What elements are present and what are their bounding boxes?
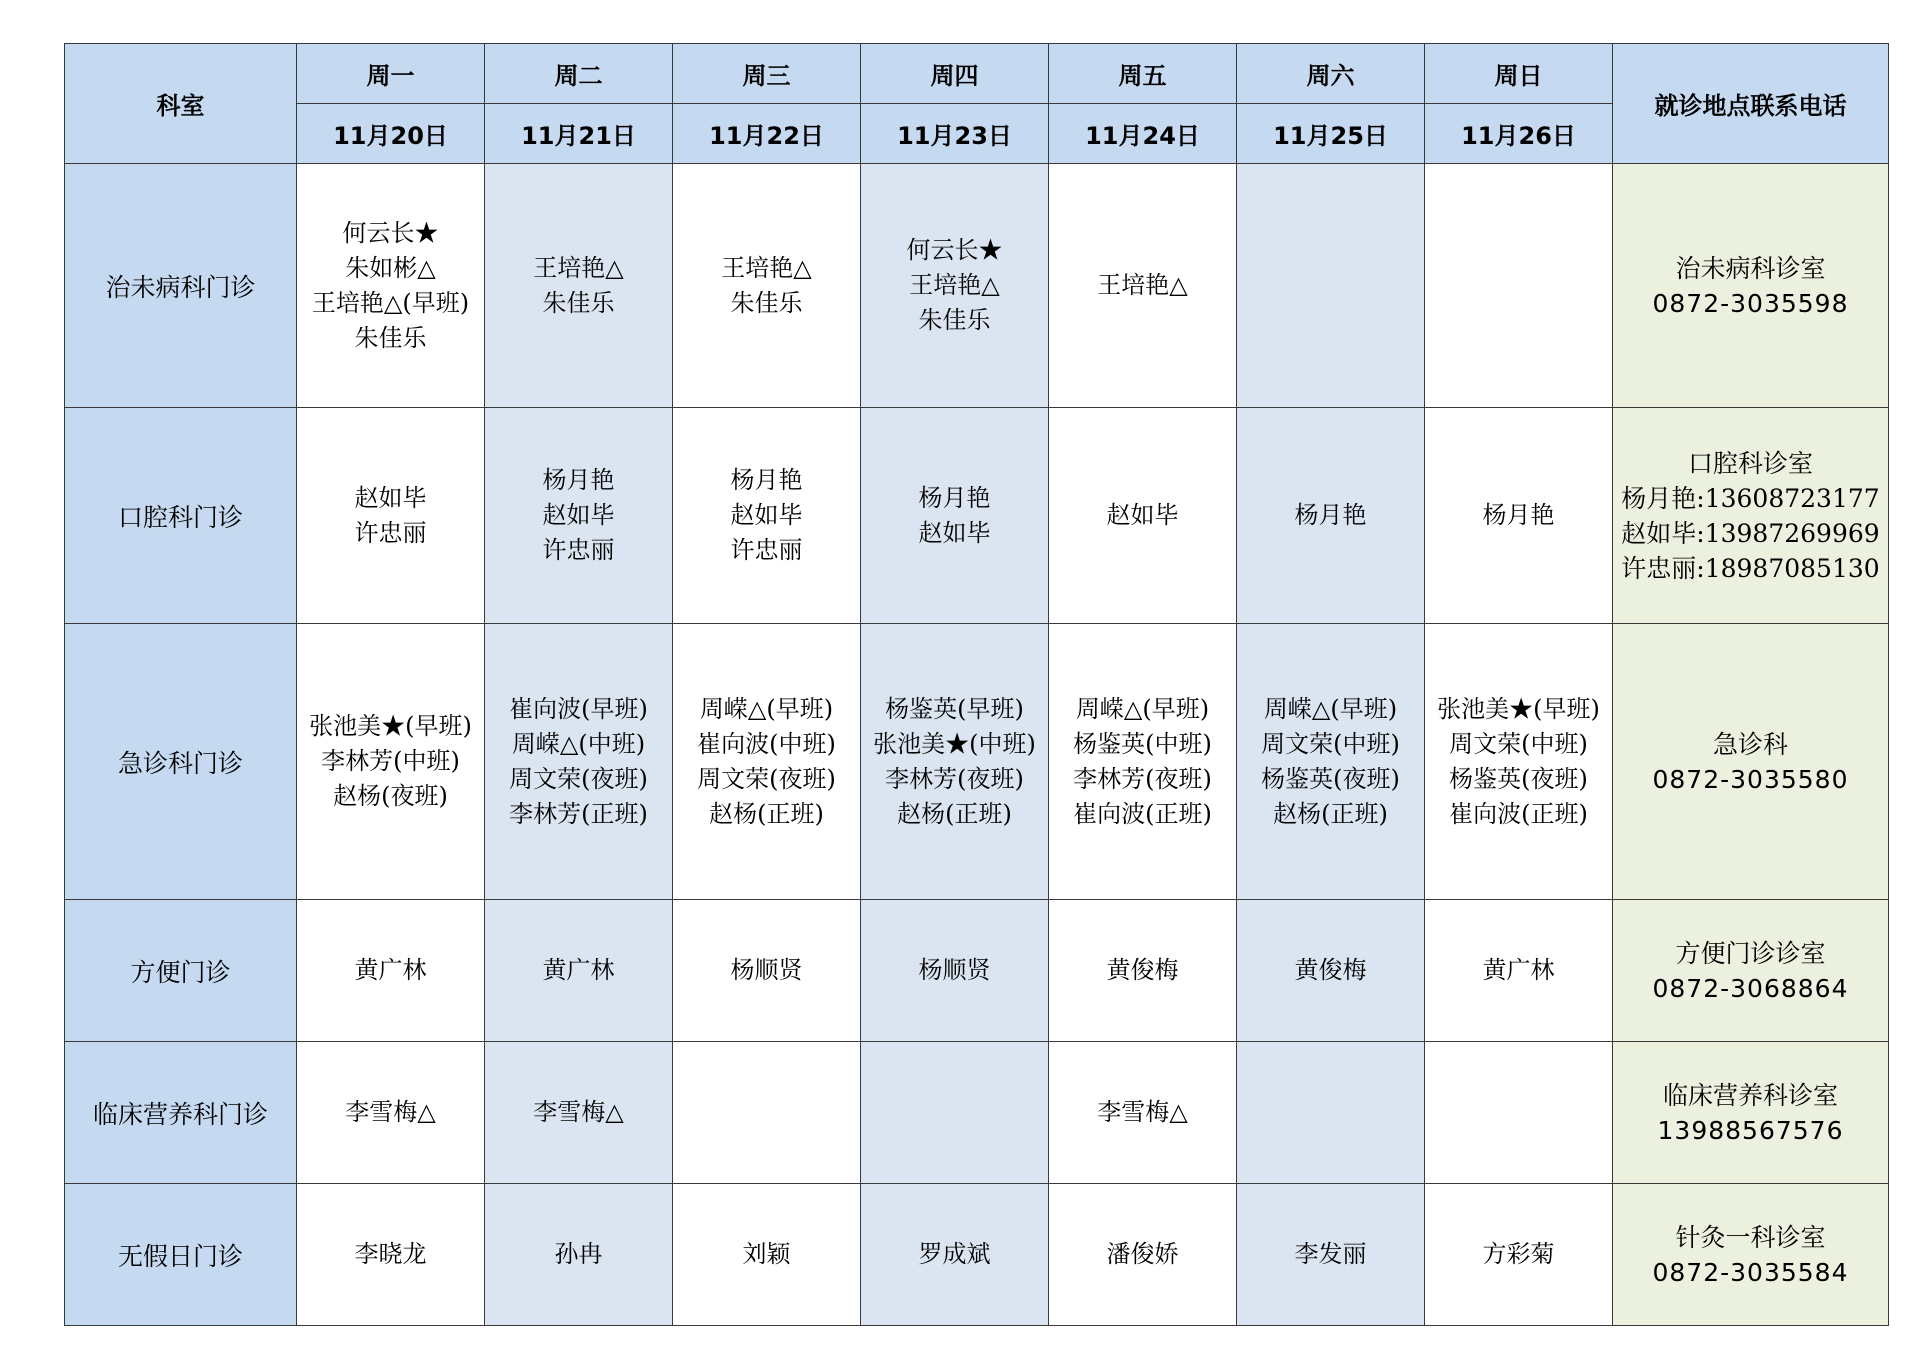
- doctor-entry: 李雪梅△: [533, 1098, 624, 1126]
- doctor-cell: [485, 1042, 673, 1184]
- contact-column-header: 就诊地点联系电话: [1613, 44, 1889, 164]
- dept-name-cell: 口腔科门诊: [65, 408, 297, 624]
- contact-location: 治未病科诊室: [1675, 253, 1826, 283]
- contact-phone: 许忠丽:18987085130: [1621, 553, 1880, 583]
- doctor-cell: [1425, 624, 1613, 900]
- doctor-entry: 周嵘△(早班): [699, 694, 834, 723]
- doctor-cell: [1425, 1184, 1613, 1326]
- date-header: 11月22日: [673, 104, 861, 164]
- contact-cell: [1613, 408, 1889, 624]
- doctor-cell: [297, 900, 485, 1042]
- doctor-cell: [861, 1184, 1049, 1326]
- doctor-cell: [485, 1184, 673, 1326]
- schedule-row: [65, 164, 1889, 408]
- doctor-cell: [1237, 408, 1425, 624]
- weekday-header: 周四: [861, 44, 1049, 104]
- doctor-entry: 朱佳乐: [354, 323, 427, 352]
- doctor-entry: 赵如毕: [918, 518, 991, 547]
- doctor-cell: [297, 624, 485, 900]
- dept-name-cell: 临床营养科门诊: [65, 1042, 297, 1184]
- contact-location: 口腔科诊室: [1687, 448, 1813, 478]
- doctor-cell: [673, 624, 861, 900]
- schedule-row: [65, 408, 1889, 624]
- weekday-header: 周二: [485, 44, 673, 104]
- doctor-entry: 张池美★(早班): [309, 712, 472, 740]
- dept-name-cell: 治未病科门诊: [65, 164, 297, 408]
- doctor-entry: 赵杨(正班): [897, 799, 1012, 828]
- doctor-entry: 杨月艳: [730, 466, 803, 494]
- doctor-entry: 李林芳(夜班): [1073, 764, 1212, 793]
- doctor-entry: 黄广林: [354, 956, 427, 984]
- doctor-entry: 张池美★(早班): [1437, 694, 1600, 723]
- doctor-entry: 潘俊娇: [1106, 1240, 1179, 1268]
- doctor-entry: 赵如毕: [542, 501, 615, 529]
- doctor-entry: 许忠丽: [730, 536, 803, 564]
- contact-phone: 0872-3035598: [1652, 288, 1849, 318]
- doctor-entry: 何云长★: [342, 218, 439, 247]
- contact-cell: [1613, 1042, 1889, 1184]
- date-header: 11月23日: [861, 104, 1049, 164]
- doctor-entry: 杨鉴英(早班): [885, 694, 1024, 723]
- doctor-entry: 杨鉴英(夜班): [1261, 764, 1400, 793]
- contact-phone: 0872-3068864: [1652, 973, 1849, 1003]
- doctor-entry: 王培艳△: [909, 271, 1000, 299]
- date-header: 11月24日: [1049, 104, 1237, 164]
- doctor-cell: [1425, 900, 1613, 1042]
- doctor-cell: [1049, 1184, 1237, 1326]
- doctor-entry: 赵杨(正班): [709, 799, 824, 828]
- doctor-entry: 李发丽: [1294, 1240, 1367, 1268]
- date-header: 11月20日: [297, 104, 485, 164]
- contact-location: 针灸一科诊室: [1675, 1222, 1826, 1252]
- doctor-cell: [297, 1042, 485, 1184]
- doctor-cell: [861, 1042, 1049, 1184]
- contact-cell: [1613, 164, 1889, 408]
- date-header: 11月21日: [485, 104, 673, 164]
- schedule-row: [65, 900, 1889, 1042]
- weekday-header: 周一: [297, 44, 485, 104]
- doctor-entry: 杨鉴英(夜班): [1449, 764, 1588, 793]
- doctor-cell: [861, 164, 1049, 408]
- doctor-entry: 黄广林: [542, 956, 615, 984]
- doctor-entry: 李林芳(中班): [321, 747, 460, 775]
- doctor-cell: [485, 408, 673, 624]
- date-header: 11月26日: [1425, 104, 1613, 164]
- doctor-entry: 杨月艳: [1482, 501, 1555, 529]
- doctor-entry: 崔向波(正班): [1073, 799, 1212, 828]
- doctor-cell: [673, 1184, 861, 1326]
- doctor-entry: 赵如毕: [730, 501, 803, 529]
- doctor-cell: [485, 900, 673, 1042]
- doctor-entry: 王培艳△: [533, 253, 624, 282]
- date-header: 11月25日: [1237, 104, 1425, 164]
- doctor-cell: [1049, 900, 1237, 1042]
- dept-name-cell: 方便门诊: [65, 900, 297, 1042]
- doctor-entry: 周嵘△(早班): [1263, 694, 1398, 723]
- doctor-entry: 赵如毕: [1106, 501, 1179, 529]
- doctor-cell: [1237, 624, 1425, 900]
- doctor-cell: [1237, 1184, 1425, 1326]
- doctor-entry: 王培艳△(早班): [311, 288, 470, 317]
- doctor-entry: 赵杨(夜班): [333, 782, 448, 810]
- doctor-cell: [861, 408, 1049, 624]
- weekday-header: 周三: [673, 44, 861, 104]
- contact-phone: 赵如毕:13987269969: [1621, 518, 1880, 548]
- doctor-entry: 李林芳(夜班): [885, 764, 1024, 793]
- doctor-cell: [1049, 1042, 1237, 1184]
- doctor-cell: [485, 164, 673, 408]
- doctor-entry: 周文荣(夜班): [697, 764, 836, 793]
- doctor-entry: 黄俊梅: [1294, 956, 1367, 984]
- doctor-entry: 周文荣(中班): [1261, 729, 1400, 758]
- doctor-entry: 方彩菊: [1482, 1240, 1555, 1268]
- doctor-entry: 孙冉: [554, 1240, 603, 1268]
- contact-location: 急诊科: [1712, 729, 1788, 759]
- dept-name-cell: 无假日门诊: [65, 1184, 297, 1326]
- doctor-entry: 李雪梅△: [1097, 1098, 1188, 1126]
- dept-name-cell: 急诊科门诊: [65, 624, 297, 900]
- header-row-weekdays: [65, 44, 1889, 104]
- doctor-entry: 罗成斌: [918, 1240, 991, 1268]
- contact-location: 方便门诊诊室: [1675, 938, 1826, 968]
- doctor-cell: [297, 1184, 485, 1326]
- doctor-cell: [1049, 624, 1237, 900]
- doctor-entry: 朱佳乐: [542, 288, 615, 317]
- doctor-entry: 何云长★: [906, 236, 1003, 264]
- doctor-entry: 周嵘△(早班): [1075, 694, 1210, 723]
- contact-phone: 0872-3035580: [1652, 764, 1849, 794]
- contact-phone: 13988567576: [1657, 1115, 1844, 1145]
- doctor-entry: 杨顺贤: [730, 956, 803, 984]
- contact-location: 临床营养科诊室: [1662, 1080, 1838, 1110]
- doctor-entry: 朱佳乐: [918, 306, 991, 334]
- contact-phone: 杨月艳:13608723177: [1621, 483, 1880, 513]
- doctor-cell: [673, 900, 861, 1042]
- doctor-cell: [485, 624, 673, 900]
- doctor-entry: 李雪梅△: [345, 1098, 436, 1126]
- doctor-cell: [297, 408, 485, 624]
- doctor-entry: 杨月艳: [542, 466, 615, 494]
- doctor-entry: 周文荣(夜班): [509, 764, 648, 793]
- doctor-entry: 王培艳△: [1097, 271, 1188, 299]
- doctor-cell: [1237, 164, 1425, 408]
- doctor-entry: 李晓龙: [354, 1240, 427, 1268]
- doctor-entry: 崔向波(中班): [697, 729, 836, 758]
- doctor-entry: 杨月艳: [1294, 501, 1367, 529]
- doctor-entry: 许忠丽: [542, 536, 615, 564]
- doctor-entry: 杨月艳: [918, 483, 991, 512]
- doctor-cell: [1425, 408, 1613, 624]
- doctor-cell: [861, 624, 1049, 900]
- doctor-entry: 杨鉴英(中班): [1073, 729, 1212, 758]
- schedule-body: [65, 164, 1889, 1326]
- doctor-entry: 朱如彬△: [345, 253, 436, 282]
- doctor-cell: [861, 900, 1049, 1042]
- contact-cell: [1613, 1184, 1889, 1326]
- weekday-header: 周五: [1049, 44, 1237, 104]
- doctor-entry: 赵杨(正班): [1273, 799, 1388, 828]
- contact-phone: 0872-3035584: [1652, 1257, 1849, 1287]
- doctor-cell: [297, 164, 485, 408]
- dept-column-header: 科室: [65, 44, 297, 164]
- doctor-entry: 黄广林: [1482, 956, 1555, 984]
- doctor-cell: [1425, 164, 1613, 408]
- doctor-entry: 赵如毕: [354, 483, 427, 512]
- doctor-cell: [1425, 1042, 1613, 1184]
- weekday-header: 周日: [1425, 44, 1613, 104]
- contact-cell: [1613, 900, 1889, 1042]
- doctor-entry: 崔向波(正班): [1449, 799, 1588, 828]
- schedule-row: [65, 1042, 1889, 1184]
- doctor-entry: 黄俊梅: [1106, 956, 1179, 984]
- doctor-cell: [1237, 1042, 1425, 1184]
- contact-cell: [1613, 624, 1889, 900]
- weekday-header: 周六: [1237, 44, 1425, 104]
- doctor-entry: 许忠丽: [354, 518, 427, 547]
- schedule-row: [65, 1184, 1889, 1326]
- doctor-entry: 崔向波(早班): [509, 694, 648, 723]
- schedule-row: [65, 624, 1889, 900]
- doctor-cell: [673, 408, 861, 624]
- doctor-entry: 王培艳△: [721, 253, 812, 282]
- doctor-entry: 周嵘△(中班): [511, 729, 646, 758]
- doctor-entry: 刘颖: [742, 1240, 791, 1268]
- doctor-cell: [673, 164, 861, 408]
- duty-schedule-table: [64, 43, 1889, 1326]
- doctor-entry: 周文荣(中班): [1449, 729, 1588, 758]
- doctor-cell: [1049, 408, 1237, 624]
- doctor-cell: [673, 1042, 861, 1184]
- doctor-entry: 李林芳(正班): [509, 799, 648, 828]
- doctor-entry: 张池美★(中班): [873, 729, 1036, 758]
- doctor-cell: [1237, 900, 1425, 1042]
- doctor-entry: 朱佳乐: [730, 288, 803, 317]
- doctor-entry: 杨顺贤: [918, 956, 991, 984]
- doctor-cell: [1049, 164, 1237, 408]
